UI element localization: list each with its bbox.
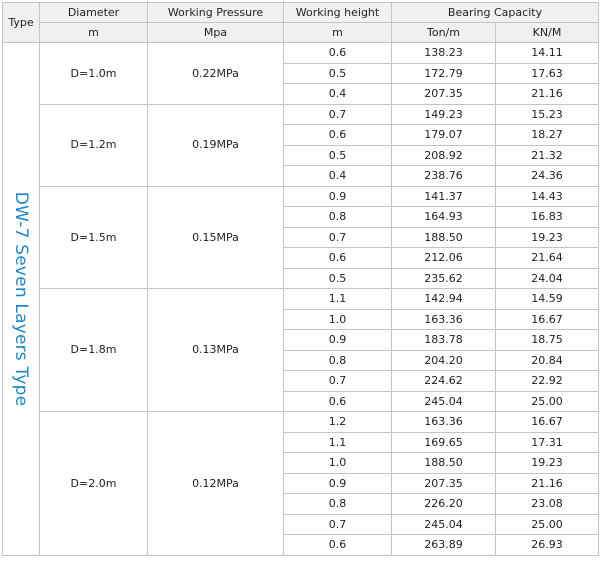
capacity-kn-cell: 21.32 xyxy=(496,145,599,166)
working-height-cell: 1.0 xyxy=(284,309,392,330)
capacity-ton-cell: 212.06 xyxy=(392,248,496,269)
diameter-cell: D=1.2m xyxy=(40,104,148,186)
capacity-ton-cell: 138.23 xyxy=(392,43,496,64)
capacity-ton-cell: 263.89 xyxy=(392,535,496,556)
pressure-cell: 0.19MPa xyxy=(148,104,284,186)
working-height-cell: 0.8 xyxy=(284,494,392,515)
capacity-ton-cell: 172.79 xyxy=(392,63,496,84)
capacity-ton-cell: 245.04 xyxy=(392,514,496,535)
capacity-kn-cell: 24.36 xyxy=(496,166,599,187)
capacity-kn-cell: 19.23 xyxy=(496,453,599,474)
table-row xyxy=(3,186,599,207)
capacity-ton-cell: 238.76 xyxy=(392,166,496,187)
capacity-kn-cell: 14.11 xyxy=(496,43,599,64)
capacity-kn-cell: 18.75 xyxy=(496,330,599,351)
pressure-cell: 0.13MPa xyxy=(148,289,284,412)
capacity-ton-cell: 149.23 xyxy=(392,104,496,125)
unit-height: m xyxy=(284,23,392,43)
capacity-kn-cell: 17.31 xyxy=(496,432,599,453)
header-type: Type xyxy=(3,3,40,43)
unit-diameter: m xyxy=(40,23,148,43)
type-label: DW-7 Seven Layers Type xyxy=(11,191,31,407)
table-row xyxy=(3,289,599,310)
table-row xyxy=(3,412,599,433)
capacity-ton-cell: 164.93 xyxy=(392,207,496,228)
capacity-kn-cell: 20.84 xyxy=(496,350,599,371)
capacity-ton-cell: 207.35 xyxy=(392,473,496,494)
capacity-ton-cell: 179.07 xyxy=(392,125,496,146)
working-height-cell: 1.1 xyxy=(284,432,392,453)
diameter-cell: D=1.0m xyxy=(40,43,148,105)
working-height-cell: 1.0 xyxy=(284,453,392,474)
units-row xyxy=(3,23,599,43)
capacity-ton-cell: 208.92 xyxy=(392,145,496,166)
capacity-kn-cell: 23.08 xyxy=(496,494,599,515)
capacity-kn-cell: 15.23 xyxy=(496,104,599,125)
capacity-ton-cell: 163.36 xyxy=(392,309,496,330)
capacity-ton-cell: 183.78 xyxy=(392,330,496,351)
diameter-cell: D=1.5m xyxy=(40,186,148,289)
working-height-cell: 0.7 xyxy=(284,104,392,125)
working-height-cell: 1.2 xyxy=(284,412,392,433)
diameter-cell: D=2.0m xyxy=(40,412,148,556)
capacity-kn-cell: 21.64 xyxy=(496,248,599,269)
working-height-cell: 0.7 xyxy=(284,514,392,535)
working-height-cell: 0.5 xyxy=(284,145,392,166)
capacity-kn-cell: 16.67 xyxy=(496,412,599,433)
capacity-ton-cell: 142.94 xyxy=(392,289,496,310)
working-height-cell: 0.6 xyxy=(284,43,392,64)
working-height-cell: 0.6 xyxy=(284,535,392,556)
working-height-cell: 0.9 xyxy=(284,330,392,351)
working-height-cell: 0.4 xyxy=(284,84,392,105)
working-height-cell: 0.4 xyxy=(284,166,392,187)
capacity-kn-cell: 19.23 xyxy=(496,227,599,248)
unit-ton-per-m: Ton/m xyxy=(392,23,496,43)
pressure-cell: 0.12MPa xyxy=(148,412,284,556)
capacity-kn-cell: 18.27 xyxy=(496,125,599,146)
header-bearing-capacity: Bearing Capacity xyxy=(392,3,599,23)
capacity-kn-cell: 26.93 xyxy=(496,535,599,556)
diameter-cell: D=1.8m xyxy=(40,289,148,412)
bearing-capacity-table xyxy=(2,2,599,556)
capacity-kn-cell: 21.16 xyxy=(496,84,599,105)
capacity-kn-cell: 14.43 xyxy=(496,186,599,207)
working-height-cell: 0.8 xyxy=(284,350,392,371)
capacity-kn-cell: 16.83 xyxy=(496,207,599,228)
pressure-cell: 0.15MPa xyxy=(148,186,284,289)
capacity-ton-cell: 204.20 xyxy=(392,350,496,371)
capacity-ton-cell: 188.50 xyxy=(392,227,496,248)
working-height-cell: 0.7 xyxy=(284,227,392,248)
working-height-cell: 0.5 xyxy=(284,268,392,289)
working-height-cell: 0.5 xyxy=(284,63,392,84)
capacity-ton-cell: 188.50 xyxy=(392,453,496,474)
working-height-cell: 0.9 xyxy=(284,186,392,207)
pressure-cell: 0.22MPa xyxy=(148,43,284,105)
header-working-pressure: Working Pressure xyxy=(148,3,284,23)
capacity-kn-cell: 16.67 xyxy=(496,309,599,330)
working-height-cell: 0.7 xyxy=(284,371,392,392)
table-row xyxy=(3,104,599,125)
capacity-ton-cell: 224.62 xyxy=(392,371,496,392)
capacity-ton-cell: 163.36 xyxy=(392,412,496,433)
capacity-ton-cell: 245.04 xyxy=(392,391,496,412)
header-working-height: Working height xyxy=(284,3,392,23)
capacity-kn-cell: 24.04 xyxy=(496,268,599,289)
capacity-ton-cell: 226.20 xyxy=(392,494,496,515)
capacity-kn-cell: 21.16 xyxy=(496,473,599,494)
capacity-ton-cell: 207.35 xyxy=(392,84,496,105)
working-height-cell: 0.6 xyxy=(284,248,392,269)
working-height-cell: 0.6 xyxy=(284,391,392,412)
header-row xyxy=(3,3,599,23)
table-row xyxy=(3,43,599,64)
unit-pressure: Mpa xyxy=(148,23,284,43)
capacity-ton-cell: 141.37 xyxy=(392,186,496,207)
working-height-cell: 0.9 xyxy=(284,473,392,494)
capacity-ton-cell: 169.65 xyxy=(392,432,496,453)
capacity-kn-cell: 25.00 xyxy=(496,391,599,412)
capacity-kn-cell: 14.59 xyxy=(496,289,599,310)
working-height-cell: 0.8 xyxy=(284,207,392,228)
unit-kn-per-m: KN/M xyxy=(496,23,599,43)
capacity-kn-cell: 22.92 xyxy=(496,371,599,392)
capacity-kn-cell: 17.63 xyxy=(496,63,599,84)
capacity-kn-cell: 25.00 xyxy=(496,514,599,535)
type-cell xyxy=(3,43,40,556)
working-height-cell: 1.1 xyxy=(284,289,392,310)
header-diameter: Diameter xyxy=(40,3,148,23)
capacity-ton-cell: 235.62 xyxy=(392,268,496,289)
working-height-cell: 0.6 xyxy=(284,125,392,146)
